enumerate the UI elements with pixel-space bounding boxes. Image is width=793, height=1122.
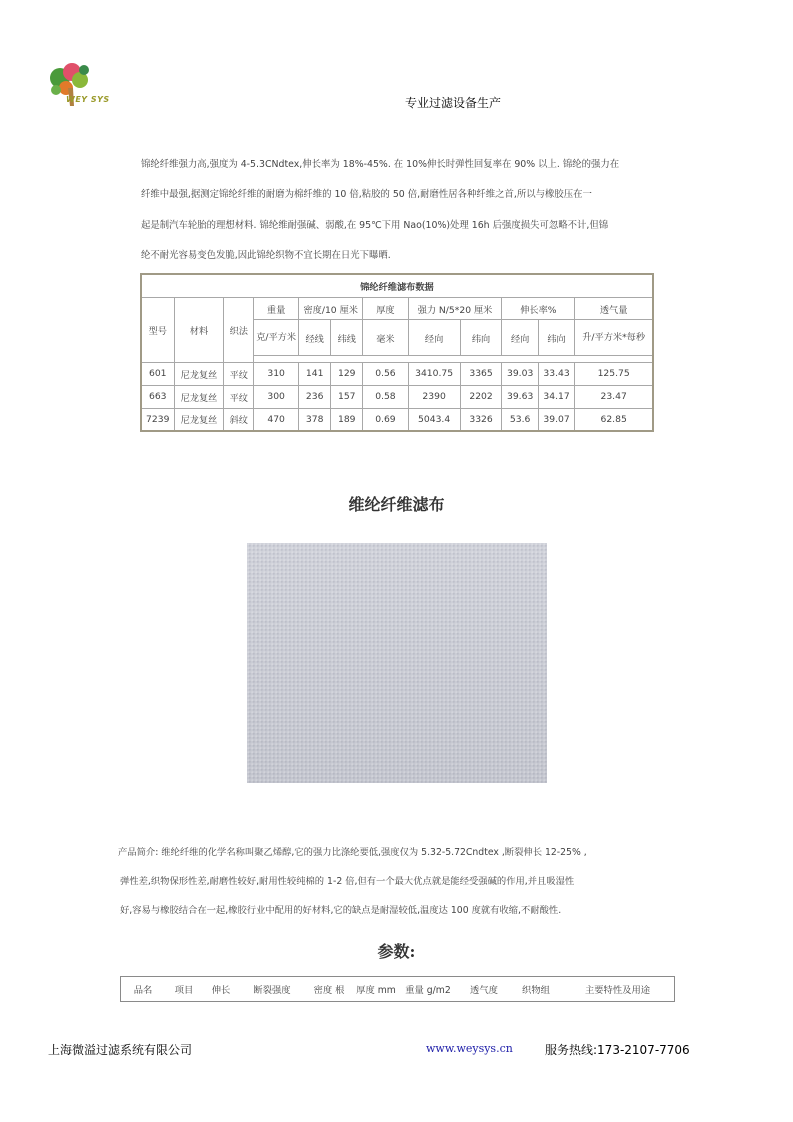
param-header: 织物组 bbox=[522, 985, 550, 996]
vinylon-line: 产品简介: 维纶纤维的化学名称叫聚乙烯醇,它的强力比涤纶要低,强度仅为 5.32-5.72Cndtex ,断裂伸长 12-25% , bbox=[118, 847, 587, 858]
cell-strength-warp: 3410.75 bbox=[408, 362, 460, 385]
param-header: 密度 根 bbox=[313, 985, 345, 996]
cell-density-warp: 141 bbox=[299, 362, 331, 385]
cell-density-warp: 378 bbox=[299, 408, 331, 431]
cell-elongation-weft: 39.07 bbox=[538, 408, 574, 431]
nylon-line: 锦纶纤维强力高,强度为 4-5.3CNdtex,伸长率为 18%-45%. 在 10%伸长时弹性回复率在 90% 以上. 锦纶的强力在 bbox=[141, 159, 620, 170]
vinylon-line: 弹性差,织物保形性差,耐磨性较好,耐用性较纯棉的 1-2 倍,但有一个最大优点就是能经受强碱的作用,并且吸湿性 bbox=[120, 875, 575, 887]
nylon-line: 起是制汽车轮胎的理想材料. 锦纶维耐强碱、弱酸,在 95℃下用 Nao(10%)处理 16h 后强度损失可忽略不计,但锦 bbox=[141, 219, 609, 231]
params-table bbox=[120, 976, 675, 1002]
header-str-warp: 经向 bbox=[408, 320, 460, 356]
cell-strength-weft: 3365 bbox=[460, 362, 502, 385]
header-elongation: 伸长率% bbox=[502, 298, 575, 320]
cell-density-warp: 236 bbox=[299, 385, 331, 408]
cell-elongation-weft: 33.43 bbox=[538, 362, 574, 385]
param-header: 厚度 mm bbox=[356, 985, 396, 996]
header-permeability-unit: 升/平方米*每秒 bbox=[575, 320, 653, 356]
footer-url-link[interactable]: www.weysys.cn bbox=[426, 1042, 513, 1055]
cell-density-weft: 157 bbox=[331, 385, 363, 408]
header-thickness: 厚度 bbox=[363, 298, 408, 320]
header-thickness-unit: 毫米 bbox=[363, 320, 408, 356]
nylon-line: 纶不耐光容易变色发脆,因此锦纶织物不宜长期在日光下曝晒. bbox=[141, 249, 391, 261]
nylon-line: 纤维中最强,据测定锦纶纤维的耐磨为棉纤维的 10 倍,粘胶的 50 倍,耐磨性居各种纤维之首,所以与橡胶压在一 bbox=[141, 189, 592, 201]
header-weight: 重量 bbox=[254, 298, 299, 320]
table-row bbox=[141, 408, 653, 431]
table-title: 锦纶纤维滤布数据 bbox=[141, 274, 653, 298]
cell-elongation-warp: 39.63 bbox=[502, 385, 538, 408]
cell-permeability: 23.47 bbox=[575, 385, 653, 408]
cell-strength-weft: 3326 bbox=[460, 408, 502, 431]
header-title: 专业过滤设备生产 bbox=[405, 96, 502, 110]
header-strength: 强力 N/5*20 厘米 bbox=[408, 298, 502, 320]
header-weight-unit: 克/平方米 bbox=[254, 320, 299, 356]
cell-model: 601 bbox=[141, 362, 174, 385]
cell-material: 尼龙复丝 bbox=[174, 362, 224, 385]
param-header: 项目 bbox=[174, 985, 194, 996]
header-weave: 织法 bbox=[224, 298, 254, 363]
table-row bbox=[141, 385, 653, 408]
header-el-weft: 纬向 bbox=[538, 320, 574, 356]
cell-material: 尼龙复丝 bbox=[174, 385, 224, 408]
param-header: 品名 bbox=[133, 985, 153, 996]
cell-model: 7239 bbox=[141, 408, 174, 431]
footer-company: 上海微溢过滤系统有限公司 bbox=[48, 1043, 193, 1057]
header-el-warp: 经向 bbox=[502, 320, 538, 356]
cell-thickness: 0.69 bbox=[363, 408, 408, 431]
cell-weight: 300 bbox=[254, 385, 299, 408]
logo-text: WEY SYS bbox=[66, 95, 110, 104]
cell-strength-weft: 2202 bbox=[460, 385, 502, 408]
param-header: 断裂强度 bbox=[253, 985, 291, 996]
header-str-weft: 纬向 bbox=[460, 320, 502, 356]
cell-strength-warp: 2390 bbox=[408, 385, 460, 408]
vinylon-line: 好,容易与橡胶结合在一起,橡胶行业中配用的好材料,它的缺点是耐湿较低,温度达 100 度就有收缩,不耐酸性. bbox=[120, 904, 562, 916]
cell-model: 663 bbox=[141, 385, 174, 408]
param-header: 主要特性及用途 bbox=[584, 985, 651, 996]
cell-density-weft: 129 bbox=[331, 362, 363, 385]
header-model: 型号 bbox=[141, 298, 174, 363]
cell-weave: 平纹 bbox=[224, 385, 254, 408]
param-header: 透气度 bbox=[470, 985, 498, 996]
cell-weight: 310 bbox=[254, 362, 299, 385]
param-header: 伸长 bbox=[211, 985, 231, 996]
nylon-data-table bbox=[140, 273, 654, 432]
cell-thickness: 0.58 bbox=[363, 385, 408, 408]
params-title: 参数: bbox=[377, 942, 416, 961]
cell-strength-warp: 5043.4 bbox=[408, 408, 460, 431]
cell-permeability: 62.85 bbox=[575, 408, 653, 431]
cell-weave: 斜纹 bbox=[224, 408, 254, 431]
cell-weight: 470 bbox=[254, 408, 299, 431]
header-weft-thread: 纬线 bbox=[331, 320, 363, 356]
vinylon-section-title: 维纶纤维滤布 bbox=[348, 495, 445, 514]
table-row bbox=[141, 362, 653, 385]
cell-density-weft: 189 bbox=[331, 408, 363, 431]
header-permeability: 透气量 bbox=[575, 298, 653, 320]
cell-permeability: 125.75 bbox=[575, 362, 653, 385]
params-header-row bbox=[121, 977, 675, 1002]
footer-phone: 服务热线:173-2107-7706 bbox=[545, 1043, 690, 1057]
cell-thickness: 0.56 bbox=[363, 362, 408, 385]
cell-elongation-warp: 39.03 bbox=[502, 362, 538, 385]
fabric-photo bbox=[247, 543, 547, 783]
nylon-description bbox=[141, 150, 661, 271]
cell-material: 尼龙复丝 bbox=[174, 408, 224, 431]
vinylon-description bbox=[118, 839, 678, 925]
cell-weave: 平纹 bbox=[224, 362, 254, 385]
header-warp-thread: 经线 bbox=[299, 320, 331, 356]
header-material: 材料 bbox=[174, 298, 224, 363]
cell-elongation-weft: 34.17 bbox=[538, 385, 574, 408]
cell-elongation-warp: 53.6 bbox=[502, 408, 538, 431]
param-header: 重量 g/m2 bbox=[405, 985, 451, 996]
header-density: 密度/10 厘米 bbox=[299, 298, 363, 320]
